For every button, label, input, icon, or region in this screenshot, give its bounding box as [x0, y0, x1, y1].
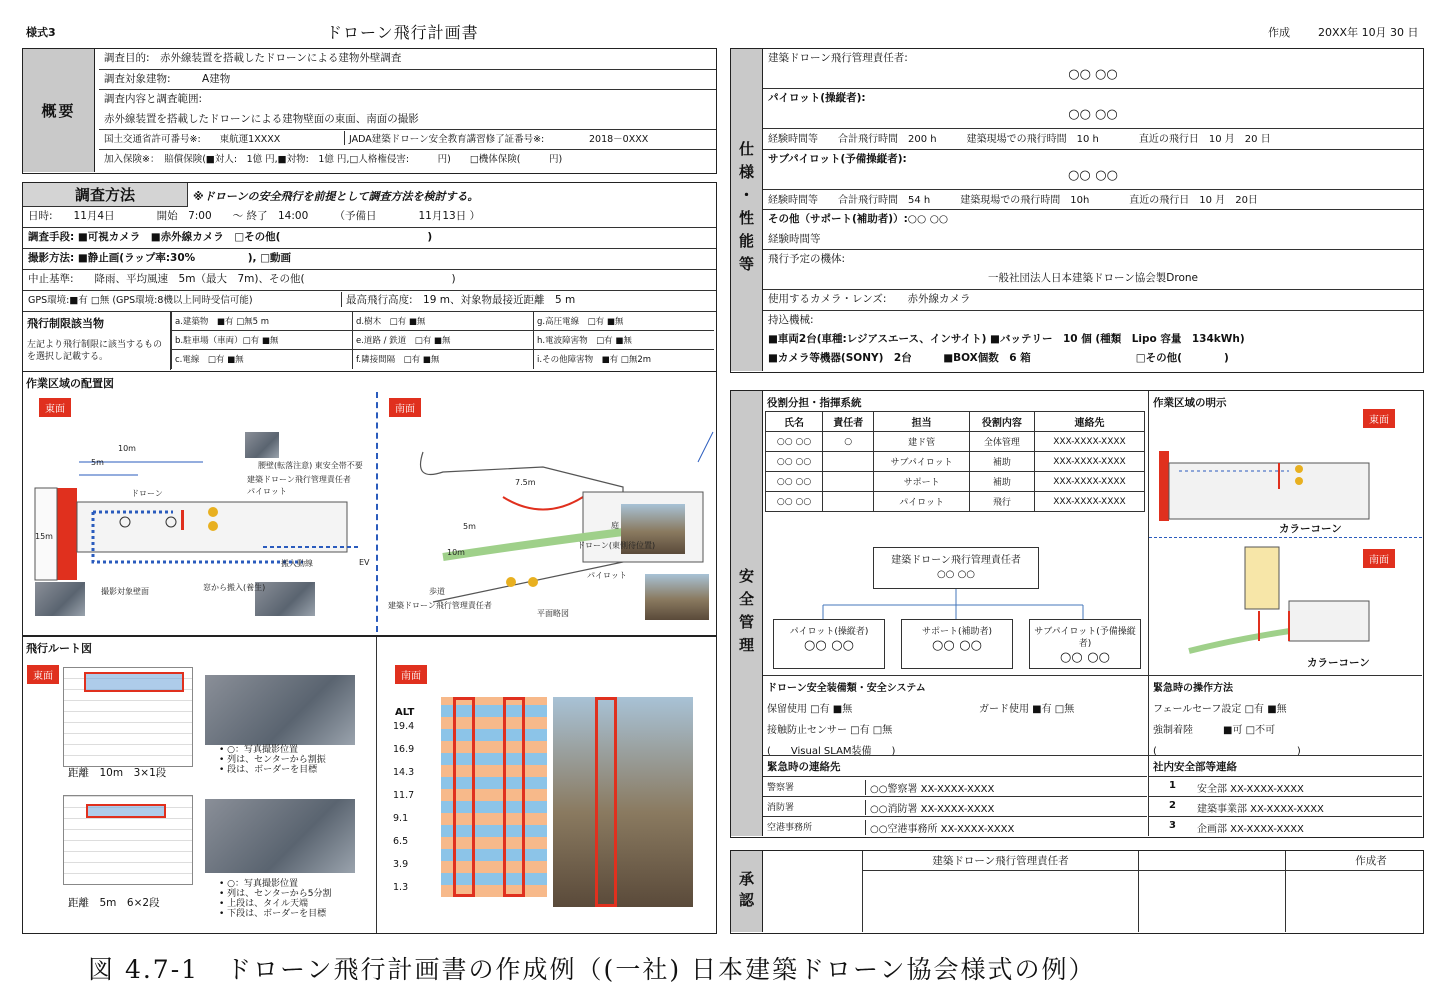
- layout-label: 建築ドローン飛行管理責任者: [388, 601, 492, 610]
- layout-label: 腰壁(転落注意) 東安全帯不要: [258, 461, 363, 470]
- roles-cell: [823, 472, 874, 492]
- roles-cell: 補助: [969, 452, 1034, 472]
- area-tag-south: 南面: [1363, 549, 1395, 568]
- roles-row: [766, 472, 1145, 492]
- contact-org: 消防署: [767, 803, 795, 813]
- overview-section: [22, 48, 717, 174]
- jada-label: JADA建築ドローン安全教育講習修了証番号※:: [344, 131, 544, 145]
- layout-label: 建築ドローン飛行管理責任者: [247, 475, 351, 484]
- roles-row: [766, 492, 1145, 512]
- method-section: [22, 182, 717, 372]
- insurance: 加入保険※： 賠償保険(■対人: 1億 円,■対物: 1億 円,□人格権侵害: 円) □機体保険( 円): [104, 154, 563, 165]
- roles-title: 役割分担・指揮系統: [767, 397, 862, 409]
- roles-cell: 飛行: [969, 492, 1034, 512]
- figure-caption: 図 4.7-1 ドローン飛行計画書の作成例（(一社) 日本建築ドローン協会様式の例）: [88, 955, 1096, 984]
- equip-title: ドローン安全装備類・安全システム: [767, 683, 926, 694]
- alt-list: [393, 717, 423, 897]
- org-top-name: ○○ ○○: [936, 569, 976, 580]
- limit-item: i.その他障害物 ■有 □無2m: [533, 350, 714, 369]
- layout-label: ドローン(東側待位置): [577, 541, 656, 550]
- alt-label: ALT: [395, 707, 415, 718]
- manager-name: ○○ ○○: [1068, 67, 1118, 82]
- aircraft-label: 飛行予定の機体:: [768, 253, 846, 265]
- gps: GPS環境:■有 □無 (GPS環境:8機以上同時受信可能): [28, 295, 253, 306]
- page-title: ドローン飛行計画書: [326, 23, 479, 42]
- approval-col-manager: 建築ドローン飛行管理責任者: [863, 851, 1139, 871]
- created-date: 20XX年 10月 30 日: [1318, 26, 1419, 39]
- org-child: [773, 619, 885, 669]
- area-divider: [1149, 537, 1422, 538]
- route-note-line: • ○：写真撮影位置: [219, 745, 299, 755]
- east-elevation-2: [63, 795, 193, 885]
- emergency-1: フェールセーフ設定 □有 ■無: [1153, 704, 1287, 715]
- alt-value: 1.3: [393, 882, 409, 893]
- layout-photo-2: [35, 582, 85, 616]
- east-photo-1: [205, 675, 355, 745]
- route-distance-2: 距離 5m 6×2段: [68, 897, 160, 909]
- route-note-2: [219, 879, 332, 919]
- roles-col-header: 連絡先: [1034, 412, 1144, 432]
- cone-label-1: カラーコーン: [1279, 523, 1342, 535]
- south-person-1: [506, 577, 516, 587]
- south-route-2: [503, 697, 525, 897]
- roles-cell: ○○ ○○: [766, 472, 823, 492]
- alt-value: 14.3: [393, 767, 415, 778]
- route-divider: [376, 637, 377, 933]
- east-wall: [57, 488, 77, 580]
- approval-manager-sign[interactable]: [863, 871, 1139, 932]
- layout-section: [22, 372, 717, 636]
- route-band-2: [86, 804, 166, 818]
- method-label: 調査方法: [23, 183, 188, 207]
- purpose: 調査目的: 赤外線装置を搭載したドローンによる建物外壁調査: [99, 49, 716, 70]
- limit-title: 飛行制限該当物: [27, 317, 104, 330]
- layout-label: 10m: [447, 548, 465, 557]
- layout-label: ドローン: [131, 489, 163, 498]
- route-tag-south: 南面: [395, 665, 427, 684]
- roles-cell: パイロット: [874, 492, 970, 512]
- south-photo: [553, 697, 693, 907]
- org-child-title: サポート(補助者): [921, 627, 993, 637]
- shoot-row: 撮影方法: ■静止画(ラップ率:30% ), □動画: [23, 249, 716, 270]
- route-title: 飛行ルート図: [26, 642, 92, 655]
- limit-item: g.高圧電線 □有 ■無: [533, 312, 714, 331]
- contact-number: ○○消防署 XX-XXXX-XXXX: [865, 800, 994, 815]
- south-wall-arc: [503, 497, 583, 510]
- inhouse-dept: 建築事業部 XX-XXXX-XXXX: [1197, 804, 1324, 815]
- roles-cell: サポート: [874, 472, 970, 492]
- layout-label: 歩道: [429, 587, 445, 596]
- contact-block: [763, 755, 1149, 836]
- person-2: [208, 521, 218, 531]
- inhouse-row: [1149, 796, 1422, 816]
- east-elevation-1: [63, 667, 193, 767]
- layout-label: 5m: [91, 458, 104, 467]
- roles-cell: ○○ ○○: [766, 452, 823, 472]
- alt-value: 16.9: [393, 744, 415, 755]
- layout-label: 庭: [611, 521, 619, 530]
- org-child: [1029, 619, 1141, 669]
- route-note-line: • 列は、センターから割振: [219, 755, 326, 765]
- emergency-block: [1149, 675, 1422, 755]
- route-tag-east: 東面: [27, 665, 59, 684]
- org-child-title: パイロット(操縦者): [789, 627, 869, 637]
- route-distance-1: 距離 10m 3×1段: [68, 767, 167, 779]
- inhouse-no: 1: [1169, 780, 1176, 791]
- route-section: [22, 636, 717, 934]
- spec-body: [763, 49, 1423, 371]
- alt-value: 11.7: [393, 790, 415, 801]
- emergency-title: 緊急時の操作方法: [1153, 683, 1233, 694]
- layout-label: パイロット: [587, 571, 627, 580]
- carry-2: ■カメラ等機器(SONY) 2台 ■BOX個数 6 箱 □その他( ): [768, 352, 1229, 364]
- org-child-title: サブパイロット(予備操縦者): [1034, 627, 1136, 649]
- roles-row: [766, 432, 1145, 452]
- alt-value: 3.9: [393, 859, 409, 870]
- roles-cell: ○: [823, 432, 874, 452]
- pilot-exp: 経験時間等 合計飛行時間 200 h 建築現場での飛行時間 10 h 直近の飛行日 10 月 20 日: [763, 129, 1423, 150]
- other-row: その他（サポート(補助者)）:○○ ○○: [768, 213, 949, 225]
- spec-label: 仕様・性能等: [731, 49, 763, 371]
- layout-label: 15m: [35, 532, 53, 541]
- emergency-2: 強制着陸 ■可 □不可: [1153, 725, 1276, 736]
- method-note: ※ドローンの安全飛行を前提として調査方法を検討する。: [193, 190, 479, 203]
- layout-label: パイロット: [247, 487, 287, 496]
- approval-col-creator: 作成者: [1139, 851, 1423, 871]
- equip-block: [763, 675, 1149, 755]
- permit: 国土交通省許可番号※: 東航運1XXXX: [104, 134, 281, 145]
- inhouse-dept: 企画部 XX-XXXX-XXXX: [1197, 824, 1304, 835]
- roles-block: [763, 391, 1149, 675]
- contact-org: 空港事務所: [767, 823, 813, 833]
- route-note-line: • 列は、センターから5分割: [219, 889, 332, 899]
- manager-row: [763, 49, 1423, 89]
- east-photo-2: [205, 799, 355, 873]
- layout-label: 窓から搬入(養生): [203, 583, 266, 592]
- carry-1: ■車両2台(車種:レジアスエース、インサイト) ■バッテリー 10 個 (種類 Lipo 容量 134kWh): [768, 333, 1245, 345]
- equip-3: 接触防止センサー □有 □無: [767, 725, 893, 736]
- other-exp: 経験時間等: [763, 230, 1423, 250]
- roles-cell: [823, 492, 874, 512]
- contact-row: [763, 816, 1147, 836]
- aircraft: 一般社団法人日本建築ドローン協会製Drone: [988, 272, 1198, 284]
- equip-2: ガード使用 ■有 □無: [979, 704, 1075, 715]
- contact-row: [763, 776, 1147, 796]
- area-east-diagram: [1149, 421, 1422, 531]
- south-elevation: [441, 697, 547, 897]
- area-block: [1149, 391, 1422, 675]
- layout-label: EV: [359, 558, 370, 567]
- org-top: [873, 547, 1039, 589]
- org-child-name: ○○ ○○: [932, 638, 982, 653]
- roles-row: [766, 452, 1145, 472]
- roles-cell: 建ド管: [874, 432, 970, 452]
- equip-1: 保留使用 □有 ■無: [767, 704, 853, 715]
- limit-item: b.駐車場（車両）□有 ■無: [171, 331, 352, 350]
- cone-label-2: カラーコーン: [1307, 657, 1370, 669]
- permit-row: [99, 130, 716, 150]
- roles-cell: サブパイロット: [874, 452, 970, 472]
- roles-cell: 全体管理: [969, 432, 1034, 452]
- limit-title-cell: [23, 312, 171, 370]
- form-number: 様式3: [26, 26, 56, 39]
- alt-value: 9.1: [393, 813, 409, 824]
- safety-section: [730, 390, 1424, 838]
- layout-label: 撮影対象壁面: [101, 587, 149, 596]
- alt: 最高飛行高度: 19 m、対象物最接近距離 5 m: [341, 292, 575, 307]
- inhouse-row: [1149, 816, 1422, 836]
- sub-name: ○○ ○○: [1068, 168, 1118, 183]
- layout-title: 作業区域の配置図: [26, 377, 114, 390]
- inhouse-no: 3: [1169, 820, 1176, 831]
- carry-row: [763, 311, 1423, 371]
- limit-item: c.電線 □有 ■無: [171, 350, 352, 369]
- created-label: 作成: [1268, 26, 1290, 39]
- pilot-label: パイロット(操縦者):: [768, 92, 866, 104]
- limit-item: d.樹木 □有 ■無: [352, 312, 533, 331]
- route-note-1: [219, 745, 326, 775]
- approval-section: [730, 850, 1424, 934]
- person-1: [208, 507, 218, 517]
- emergency-3: ( ): [1153, 746, 1301, 757]
- south-route-3: [595, 697, 617, 907]
- org-lines: [763, 587, 1149, 623]
- area-title: 作業区域の明示: [1153, 397, 1227, 409]
- layout-label: 7.5m: [515, 478, 536, 487]
- sub-label: サブパイロット(予備操縦者):: [768, 153, 907, 165]
- safety-label: 安全管理: [731, 391, 763, 836]
- org-child-name: ○○ ○○: [804, 638, 854, 653]
- area-tag-east: 東面: [1363, 409, 1395, 428]
- roles-cell: XXX-XXXX-XXXX: [1034, 492, 1144, 512]
- approval-label: 承認: [731, 851, 763, 932]
- south-route-1: [453, 697, 475, 897]
- scope: 赤外線装置を搭載したドローンによる建物壁面の東面、南面の撮影: [99, 110, 716, 130]
- contact-row: [763, 796, 1147, 816]
- contact-number: ○○空港事務所 XX-XXXX-XXXX: [865, 820, 1014, 835]
- layout-photo-5: [645, 574, 709, 620]
- layout-label: 10m: [118, 444, 136, 453]
- roles-cell: ○○ ○○: [766, 432, 823, 452]
- limit-item: a.建築物 ■有 □無5 m: [171, 312, 352, 331]
- layout-label: 搬入動線: [281, 559, 313, 568]
- roles-cell: ○○ ○○: [766, 492, 823, 512]
- roles-cell: XXX-XXXX-XXXX: [1034, 432, 1144, 452]
- limits-grid: [171, 312, 715, 370]
- limit-note: 左記より飛行制限に該当するものを選択し記載する。: [27, 340, 163, 362]
- equip-4: ( Visual SLAM装備 ): [767, 746, 896, 757]
- org-top-title: 建築ドローン飛行管理責任者: [891, 555, 1021, 566]
- north-arrow: [698, 432, 713, 462]
- org-child: [901, 619, 1013, 669]
- pilot-row: [763, 89, 1423, 129]
- cone-east: [181, 510, 184, 530]
- route-note-line: • ○：写真撮影位置: [219, 879, 299, 889]
- stop-row: 中止基準: 降雨、平均風速 5m（最大 7m)、その他( ): [23, 270, 716, 291]
- roles-col-header: 役割内容: [969, 412, 1034, 432]
- area-south-diagram: [1149, 541, 1422, 671]
- route-note-line: • 段は、ボーダーを目標: [219, 765, 318, 775]
- camera-row: 使用するカメラ・レンズ: 赤外線カメラ: [763, 290, 1423, 311]
- roles-col-header: 担当: [874, 412, 970, 432]
- spec-section: [730, 48, 1424, 373]
- roles-col-header: 責任者: [823, 412, 874, 432]
- inhouse-row: [1149, 776, 1422, 796]
- layout-photo-1: [245, 432, 279, 458]
- south-person-2: [528, 577, 538, 587]
- layout-label: 平面略図: [537, 609, 569, 618]
- target-building: 調査対象建物: A建物: [99, 70, 716, 90]
- limit-item: f.隣接間隔 □有 ■無: [352, 350, 533, 369]
- means-row: 調査手段: ■可視カメラ ■赤外線カメラ □その他( ): [23, 228, 716, 249]
- scope-label: 調査内容と調査範囲:: [104, 93, 203, 105]
- roles-col-header: 氏名: [766, 412, 823, 432]
- manager-label: 建築ドローン飛行管理責任者:: [768, 52, 908, 64]
- alt-value: 6.5: [393, 836, 409, 847]
- pilot-name: ○○ ○○: [1068, 107, 1118, 122]
- inhouse-dept: 安全部 XX-XXXX-XXXX: [1197, 784, 1304, 795]
- contact-org: 警察署: [767, 783, 795, 793]
- contact-title: 緊急時の連絡先: [767, 761, 841, 773]
- layout-tag-south: 南面: [389, 398, 421, 417]
- roles-cell: 補助: [969, 472, 1034, 492]
- roles-table: [765, 411, 1145, 512]
- roles-cell: XXX-XXXX-XXXX: [1034, 472, 1144, 492]
- limit-item: h.電波障害物 □有 ■無: [533, 331, 714, 350]
- contact-number: ○○警察署 XX-XXXX-XXXX: [865, 780, 994, 795]
- alt-value: 19.4: [393, 721, 415, 732]
- inhouse-block: [1149, 755, 1422, 836]
- route-note-line: • 下段は、ボーダーを目標: [219, 909, 327, 919]
- jada-number: 2018－0XXX: [589, 134, 649, 145]
- sub-exp: 経験時間等 合計飛行時間 54 h 建築現場での飛行時間 10h 直近の飛行日 10 月 20日: [763, 190, 1423, 210]
- inhouse-no: 2: [1169, 800, 1176, 811]
- limit-item: e.道路 / 鉄道 □有 ■無: [352, 331, 533, 350]
- inhouse-title: 社内安全部等連絡: [1153, 761, 1237, 773]
- carry-label: 持込機械:: [768, 314, 814, 326]
- layout-label: 5m: [463, 522, 476, 531]
- gps-alt-row: [23, 291, 716, 312]
- route-band-1: [84, 672, 184, 692]
- aircraft-row: [763, 250, 1423, 290]
- layout-tag-east: 東面: [39, 398, 71, 417]
- roles-cell: [823, 452, 874, 472]
- org-child-name: ○○ ○○: [1060, 650, 1110, 665]
- approval-split: [1285, 851, 1286, 932]
- overview-label: 概要: [23, 49, 95, 172]
- roles-cell: XXX-XXXX-XXXX: [1034, 452, 1144, 472]
- date-row: 日時: 11月4日 開始 7:00 ～ 終了 14:00 （予備日 11月13日 ）: [23, 207, 716, 228]
- sub-row: [763, 150, 1423, 190]
- route-note-line: • 上段は、タイル天端: [219, 899, 308, 909]
- approval-blank: [763, 851, 863, 932]
